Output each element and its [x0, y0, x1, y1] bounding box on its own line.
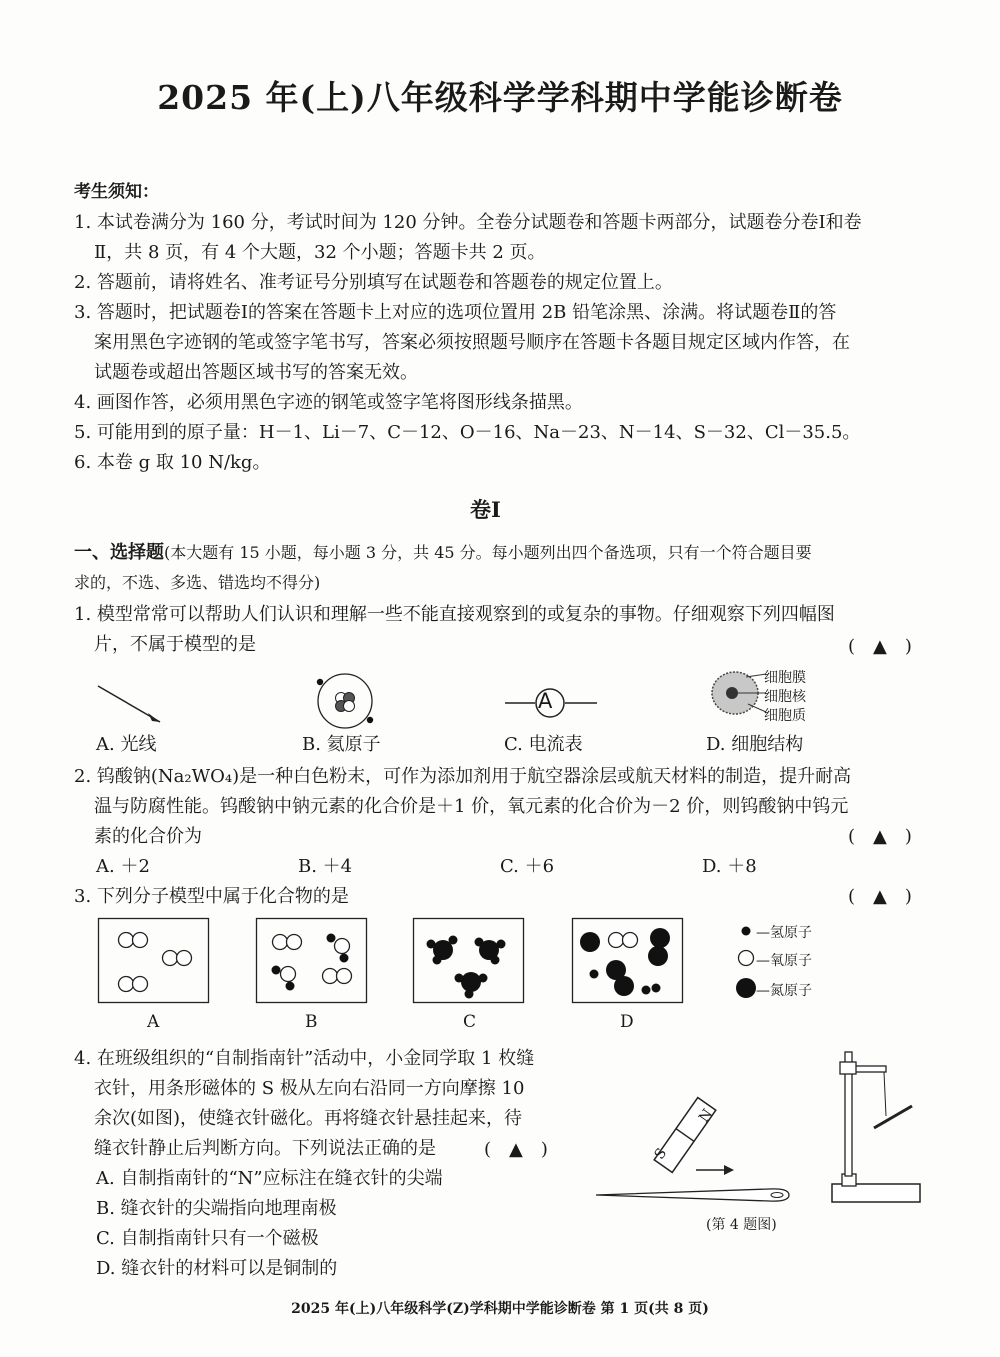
q2-stem: 2. 钨酸钠(Na₂WO₄)是一种白色粉末，可作为添加剂用于航空器涂层或航天材料的制造，提升耐高 — [74, 766, 852, 787]
iron-stand-figure — [826, 1048, 926, 1208]
q4-option-b: B. 缝衣针的尖端指向地理南极 — [96, 1198, 337, 1219]
direction-arrow-icon — [696, 1164, 736, 1176]
part1-desc-2: 求的，不选、多选、错选均不得分) — [74, 573, 321, 592]
notice-item: 案用黑色字迹钢的笔或签字笔书写，答案必须按照题号顺序在答题卡各题目规定区域内作答，在 — [94, 332, 850, 353]
q3-answer-mark: ( ▲ ) — [848, 886, 912, 907]
cell-structure-figure — [708, 668, 766, 718]
notice-item: 6. 本卷 g 取 10 N/kg。 — [74, 452, 271, 473]
figure-caption: (第 4 题图) — [706, 1217, 777, 1233]
q1-option-b: B. 氦原子 — [302, 734, 381, 755]
notice-item: 5. 可能用到的原子量：H－1、Li－7、C－12、O－16、Na－23、N－14、S－32、Cl－35.5。 — [74, 422, 861, 443]
q3-box-label: A — [147, 1012, 160, 1032]
bar-magnet-figure — [640, 1095, 730, 1175]
q3-box-label: C — [463, 1012, 477, 1032]
q2-option-b: B. ＋4 — [298, 856, 353, 877]
magnet-pole-s: S — [651, 1145, 671, 1163]
oxygen-atom-icon — [737, 949, 755, 967]
molecule-box-d — [572, 918, 684, 1004]
q1-stem: 片，不属于模型的是 — [94, 634, 256, 655]
q1-answer-mark: ( ▲ ) — [848, 636, 912, 657]
notice-item: 2. 答题前，请将姓名、准考证号分别填写在试题卷和答题卷的规定位置上。 — [74, 272, 673, 293]
notice-item: Ⅱ，共 8 页，有 4 个大题，32 个小题；答题卡共 2 页。 — [94, 242, 546, 263]
cell-label: 细胞核 — [764, 689, 806, 705]
q4-option-a: A. 自制指南针的“N”应标注在缝衣针的尖端 — [96, 1168, 443, 1189]
page-title: 2025 年(上)八年级科学学科期中学能诊断卷 — [157, 78, 843, 117]
q4-option-d: D. 缝衣针的材料可以是铜制的 — [96, 1258, 338, 1279]
legend-label: —氢原子 — [756, 925, 812, 941]
cell-label: 细胞质 — [764, 708, 806, 724]
notice-item: 4. 画图作答，必须用黑色字迹的钢笔或签字笔将图形线条描黑。 — [74, 392, 583, 413]
molecule-box-c — [413, 918, 525, 1004]
page-footer: 2025 年(上)八年级科学(Z)学科期中学能诊断卷 第 1 页(共 8 页) — [291, 1301, 709, 1317]
q2-option-c: C. ＋6 — [500, 856, 555, 877]
nitrogen-atom-icon — [734, 976, 758, 1000]
q2-answer-mark: ( ▲ ) — [848, 826, 912, 847]
sewing-needle-figure — [594, 1184, 794, 1206]
q2-stem: 温与防腐性能。钨酸钠中钠元素的化合价是＋1 价，氧元素的化合价为－2 价，则钨酸钠中钨元 — [94, 796, 849, 817]
q2-option-a: A. ＋2 — [96, 856, 150, 877]
molecule-box-b — [256, 918, 368, 1004]
notice-item: 试题卷或超出答题区域书写的答案无效。 — [94, 362, 418, 383]
notice-heading: 考生须知： — [74, 182, 159, 202]
q4-stem: 缝衣针静止后判断方向。下列说法正确的是 — [94, 1138, 436, 1159]
q3-box-label: D — [620, 1012, 634, 1032]
q4-answer-mark: ( ▲ ) — [484, 1139, 548, 1160]
q2-stem: 素的化合价为 — [94, 826, 202, 847]
legend-label: —氧原子 — [756, 953, 812, 969]
ammeter-letter: A — [538, 689, 553, 713]
q4-option-c: C. 自制指南针只有一个磁极 — [96, 1228, 319, 1249]
part1-heading: 一、选择题 — [74, 542, 164, 563]
part1-heading-line — [74, 538, 812, 567]
q2-option-d: D. ＋8 — [702, 856, 757, 877]
q4-stem: 余次(如图)，使缝衣针磁化。再将缝衣针悬挂起来，待 — [94, 1108, 523, 1129]
magnet-pole-n: N — [696, 1106, 717, 1126]
legend-label: —氮原子 — [756, 983, 812, 999]
q1-option-a: A. 光线 — [96, 734, 157, 755]
light-ray-figure — [96, 680, 166, 730]
section-title: 卷Ⅰ — [470, 497, 501, 522]
molecule-box-a — [98, 918, 210, 1004]
q1-option-c: C. 电流表 — [504, 734, 583, 755]
q4-stem: 4. 在班级组织的“自制指南针”活动中，小金同学取 1 枚缝 — [74, 1048, 535, 1069]
q1-option-d: D. 细胞结构 — [706, 734, 804, 755]
q3-box-label: B — [305, 1012, 318, 1032]
helium-atom-figure — [312, 668, 378, 734]
cell-label: 细胞膜 — [764, 670, 806, 686]
notice-item: 1. 本试卷满分为 160 分，考试时间为 120 分钟。全卷分试题卷和答题卡两部分，试题卷分卷Ⅰ和卷 — [74, 212, 862, 233]
part1-desc: (本大题有 15 小题，每小题 3 分，共 45 分。每小题列出四个备选项，只有一个符合题目要 — [164, 543, 812, 562]
hydrogen-atom-icon — [740, 925, 752, 937]
q3-stem: 3. 下列分子模型中属于化合物的是 — [74, 886, 349, 907]
q1-stem: 1. 模型常常可以帮助人们认识和理解一些不能直接观察到的或复杂的事物。仔细观察下列四幅图 — [74, 604, 835, 625]
notice-item: 3. 答题时，把试题卷Ⅰ的答案在答题卡上对应的选项位置用 2B 铅笔涂黑、涂满。将试题卷Ⅱ的答 — [74, 302, 837, 323]
q4-stem: 衣针，用条形磁体的 S 极从左向右沿同一方向摩擦 10 — [94, 1078, 525, 1099]
